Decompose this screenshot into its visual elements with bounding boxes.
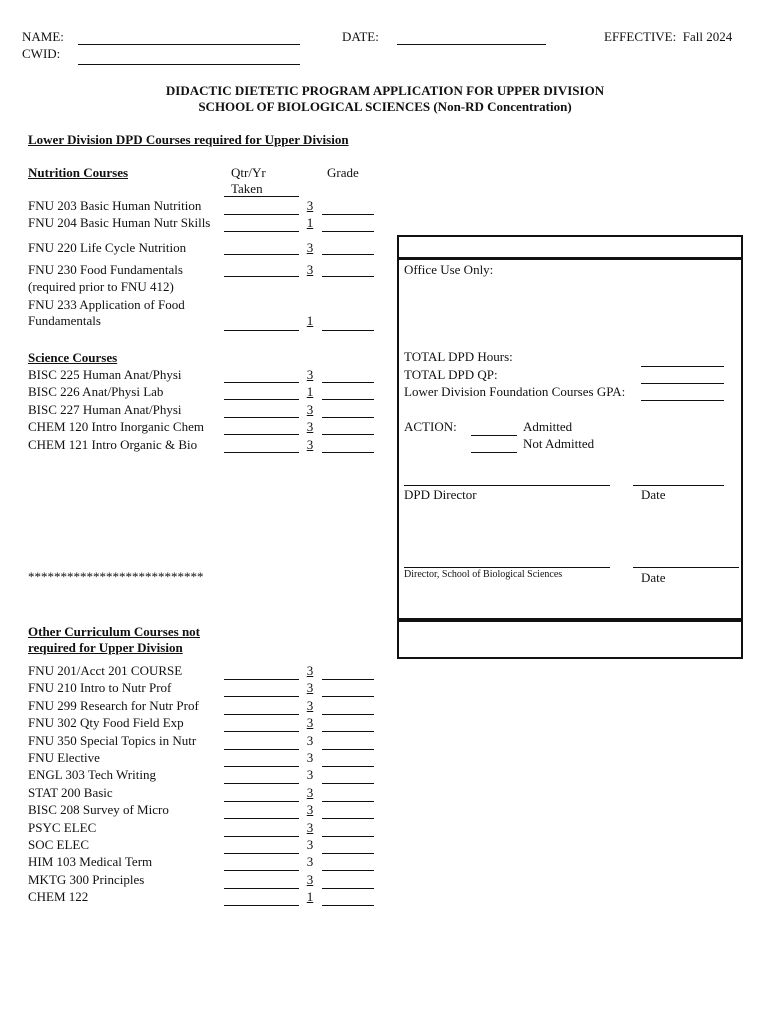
course-name: BISC 226 Anat/Physi Lab	[28, 384, 164, 399]
course-name: HIM 103 Medical Term	[28, 854, 153, 869]
course-note: (required prior to FNU 412)	[28, 279, 174, 294]
date-label-1: Date	[641, 487, 666, 502]
grade-field[interactable]	[322, 200, 374, 215]
school-director-signature-line[interactable]	[404, 567, 610, 568]
effective-value: Fall 2024	[682, 29, 733, 44]
course-name: BISC 208 Survey of Micro	[28, 802, 169, 817]
grade-column-header: Grade	[327, 165, 359, 180]
course-name: PSYC ELEC	[28, 820, 97, 835]
qtr-taken-field[interactable]	[224, 700, 299, 715]
grade-field[interactable]	[322, 316, 374, 331]
course-credits: 3	[306, 820, 314, 835]
qtr-taken-field[interactable]	[224, 438, 299, 453]
qtr-taken-field[interactable]	[224, 891, 299, 906]
form-title-line1: DIDACTIC DIETETIC PROGRAM APPLICATION FOR UPPER DIVISION	[165, 83, 605, 98]
course-credits: 3	[306, 750, 314, 765]
grade-field[interactable]	[322, 874, 374, 889]
course-name: MKTG 300 Principles	[28, 872, 145, 887]
total-dpd-hours-label: TOTAL DPD Hours:	[404, 349, 513, 364]
course-credits: 3	[306, 262, 314, 277]
qtr-taken-field[interactable]	[224, 368, 299, 383]
date-field[interactable]	[397, 30, 546, 45]
date-label: DATE:	[342, 29, 379, 44]
grade-field[interactable]	[322, 368, 374, 383]
course-name: FNU 204 Basic Human Nutr Skills	[28, 215, 211, 230]
grade-field[interactable]	[322, 856, 374, 871]
dpd-director-date-line[interactable]	[633, 485, 724, 486]
grade-field[interactable]	[322, 240, 374, 255]
science-heading: Science Courses	[28, 350, 118, 365]
total-dpd-qp-field[interactable]	[641, 369, 724, 384]
not-admitted-field[interactable]	[471, 438, 517, 453]
name-field[interactable]	[78, 30, 300, 45]
course-credits: 3	[306, 402, 314, 417]
course-credits: 3	[306, 240, 314, 255]
course-credits: 3	[306, 437, 314, 452]
effective-label	[604, 29, 732, 45]
grade-field[interactable]	[322, 752, 374, 767]
qtr-taken-field[interactable]	[224, 874, 299, 889]
dpd-director-signature-line[interactable]	[404, 485, 610, 486]
taken-column-header: Taken	[231, 181, 263, 196]
grade-field[interactable]	[322, 839, 374, 854]
qtr-taken-field[interactable]	[224, 665, 299, 680]
qtr-taken-field[interactable]	[224, 385, 299, 400]
grade-field[interactable]	[322, 385, 374, 400]
admitted-field[interactable]	[471, 421, 517, 436]
other-courses-heading: Other Curriculum Courses not	[28, 624, 201, 639]
qtr-taken-field[interactable]	[224, 403, 299, 418]
course-name: FNU 201/Acct 201 COURSE	[28, 663, 183, 678]
qtr-taken-field[interactable]	[224, 752, 299, 767]
date-label-2: Date	[641, 570, 666, 585]
qtr-taken-field[interactable]	[224, 717, 299, 732]
cwid-label: CWID:	[22, 46, 61, 61]
course-name: FNU 299 Research for Nutr Prof	[28, 698, 199, 713]
qtr-taken-field[interactable]	[224, 217, 299, 232]
course-credits: 3	[306, 837, 314, 852]
course-name: CHEM 122	[28, 889, 89, 904]
office-use-title: Office Use Only:	[404, 262, 494, 277]
qtr-taken-field[interactable]	[224, 420, 299, 435]
gpa-field[interactable]	[641, 386, 724, 401]
grade-field[interactable]	[322, 262, 374, 277]
course-credits: 3	[306, 785, 314, 800]
grade-field[interactable]	[322, 891, 374, 906]
grade-field[interactable]	[322, 682, 374, 697]
dpd-director-label: DPD Director	[404, 487, 477, 502]
course-name: BISC 225 Human Anat/Physi	[28, 367, 182, 382]
school-director-date-line[interactable]	[633, 567, 739, 568]
grade-field[interactable]	[322, 438, 374, 453]
course-name: CHEM 121 Intro Organic & Bio	[28, 437, 198, 452]
school-director-label: Director, School of Biological Sciences	[404, 569, 563, 580]
qtr-taken-field[interactable]	[224, 316, 299, 331]
course-credits: 3	[306, 698, 314, 713]
course-credits: 3	[306, 854, 314, 869]
grade-field[interactable]	[322, 217, 374, 232]
grade-field[interactable]	[322, 787, 374, 802]
course-name: FNU Elective	[28, 750, 100, 765]
qtr-column-header: Qtr/Yr	[231, 165, 266, 180]
qtr-taken-field[interactable]	[224, 200, 299, 215]
course-credits: 3	[306, 872, 314, 887]
other-courses-heading-line2: required for Upper Division	[28, 640, 183, 655]
total-dpd-hours-field[interactable]	[641, 352, 724, 367]
qtr-taken-field[interactable]	[224, 769, 299, 784]
qtr-taken-field[interactable]	[224, 240, 299, 255]
course-credits: 3	[306, 680, 314, 695]
qtr-taken-field[interactable]	[224, 787, 299, 802]
form-title-line2: SCHOOL OF BIOLOGICAL SCIENCES (Non-RD Concentration)	[198, 99, 572, 114]
course-credits: 1	[306, 889, 314, 904]
course-name: FNU 350 Special Topics in Nutr	[28, 733, 197, 748]
grade-field[interactable]	[322, 735, 374, 750]
nutrition-heading: Nutrition Courses	[28, 165, 129, 180]
qtr-taken-field[interactable]	[224, 262, 299, 277]
course-name: FNU 233 Application of Food	[28, 297, 185, 312]
course-credits: 3	[306, 367, 314, 382]
course-credits: 1	[306, 215, 314, 230]
course-credits: 3	[306, 733, 314, 748]
cwid-field[interactable]	[78, 50, 300, 65]
course-credits: 3	[306, 802, 314, 817]
course-name: CHEM 120 Intro Inorganic Chem	[28, 419, 204, 434]
lower-division-heading: Lower Division DPD Courses required for Upper Division	[28, 132, 349, 147]
grade-field[interactable]	[322, 769, 374, 784]
course-credits: 1	[306, 384, 314, 399]
qtr-taken-field[interactable]	[224, 856, 299, 871]
grade-field[interactable]	[322, 804, 374, 819]
course-credits: 1	[306, 313, 314, 328]
course-name: SOC ELEC	[28, 837, 90, 852]
grade-field[interactable]	[322, 665, 374, 680]
name-label: NAME:	[22, 29, 64, 44]
course-credits: 3	[306, 715, 314, 730]
grade-field[interactable]	[322, 717, 374, 732]
total-dpd-qp-label: TOTAL DPD QP:	[404, 367, 498, 382]
course-name: FNU 210 Intro to Nutr Prof	[28, 680, 172, 695]
course-credits: 3	[306, 419, 314, 434]
action-label: ACTION:	[404, 419, 457, 434]
course-name: FNU 220 Life Cycle Nutrition	[28, 240, 187, 255]
column-header-rule	[224, 196, 299, 197]
asterisk-separator: ***************************	[28, 569, 204, 584]
course-name: FNU 230 Food Fundamentals	[28, 262, 183, 277]
grade-field[interactable]	[322, 700, 374, 715]
gpa-label: Lower Division Foundation Courses GPA:	[404, 384, 626, 399]
course-credits: 3	[306, 663, 314, 678]
effective-label-text: EFFECTIVE:	[604, 29, 677, 44]
admitted-label: Admitted	[523, 419, 573, 434]
qtr-taken-field[interactable]	[224, 735, 299, 750]
qtr-taken-field[interactable]	[224, 839, 299, 854]
qtr-taken-field[interactable]	[224, 682, 299, 697]
grade-field[interactable]	[322, 822, 374, 837]
office-bottom-bar	[397, 620, 743, 659]
grade-field[interactable]	[322, 403, 374, 418]
course-name: BISC 227 Human Anat/Physi	[28, 402, 182, 417]
course-credits: 3	[306, 767, 314, 782]
qtr-taken-field[interactable]	[224, 822, 299, 837]
not-admitted-label: Not Admitted	[523, 436, 595, 451]
course-credits: 3	[306, 198, 314, 213]
office-top-bar	[397, 235, 743, 259]
qtr-taken-field[interactable]	[224, 804, 299, 819]
course-name: ENGL 303 Tech Writing	[28, 767, 156, 782]
course-name: FNU 302 Qty Food Field Exp	[28, 715, 184, 730]
course-name-continued: Fundamentals	[28, 313, 101, 328]
course-name: FNU 203 Basic Human Nutrition	[28, 198, 202, 213]
grade-field[interactable]	[322, 420, 374, 435]
course-name: STAT 200 Basic	[28, 785, 113, 800]
